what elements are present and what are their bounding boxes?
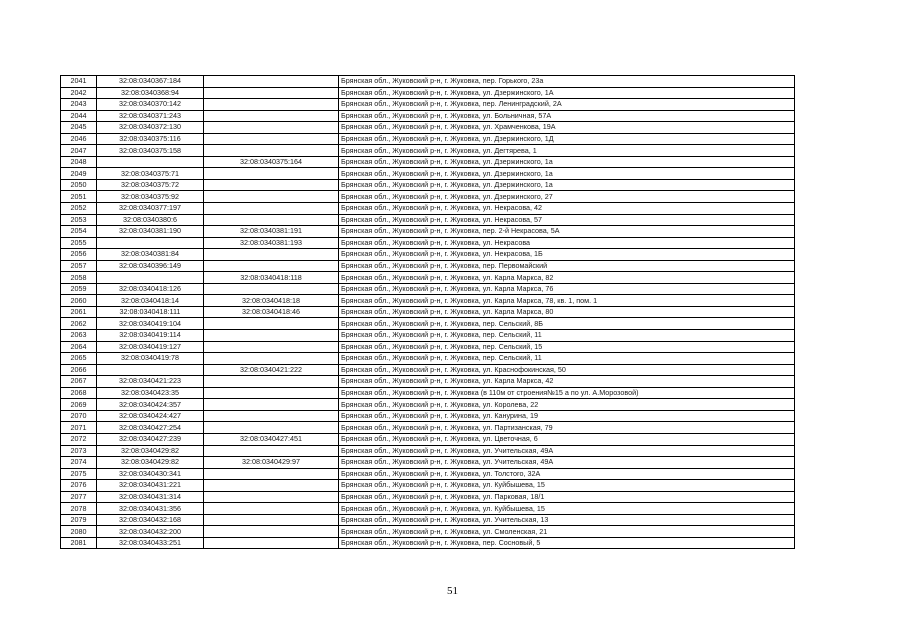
row-number-cell: 2042 [61, 87, 97, 99]
table-row [61, 433, 795, 445]
table-row [61, 191, 795, 203]
table-row [61, 318, 795, 330]
table-row [61, 237, 795, 249]
table-row [61, 410, 795, 422]
address-cell: Брянская обл., Жуковский р-н, г. Жуковка, ул. Некрасова, 57 [339, 214, 795, 226]
land-plot-cadastral-cell: 32:08:0340427:239 [97, 433, 204, 445]
address-cell: Брянская обл., Жуковский р-н, г. Жуковка, пер. Ленинградский, 2А [339, 99, 795, 111]
building-cadastral-cell: 32:08:0340418:118 [204, 272, 339, 284]
land-plot-cadastral-cell: 32:08:0340432:200 [97, 526, 204, 538]
address-cell: Брянская обл., Жуковский р-н, г. Жуковка, ул. Некрасова, 42 [339, 203, 795, 215]
address-cell: Брянская обл., Жуковский р-н, г. Жуковка, ул. Учительская, 49А [339, 445, 795, 457]
address-cell: Брянская обл., Жуковский р-н, г. Жуковка, ул. Смоленская, 21 [339, 526, 795, 538]
row-number-cell: 2060 [61, 295, 97, 307]
address-cell: Брянская обл., Жуковский р-н, г. Жуковка, ул. Парковая, 18/1 [339, 491, 795, 503]
building-cadastral-cell [204, 422, 339, 434]
address-cell: Брянская обл., Жуковский р-н, г. Жуковка, ул. Куйбышева, 15 [339, 480, 795, 492]
building-cadastral-cell [204, 99, 339, 111]
table-row [61, 480, 795, 492]
table-row [61, 87, 795, 99]
building-cadastral-cell [204, 526, 339, 538]
table-row [61, 226, 795, 238]
row-number-cell: 2064 [61, 341, 97, 353]
building-cadastral-cell: 32:08:0340421:222 [204, 364, 339, 376]
row-number-cell: 2056 [61, 249, 97, 261]
building-cadastral-cell [204, 480, 339, 492]
row-number-cell: 2054 [61, 226, 97, 238]
address-cell: Брянская обл., Жуковский р-н, г. Жуковка, ул. Некрасова [339, 237, 795, 249]
table-row [61, 537, 795, 549]
building-cadastral-cell [204, 249, 339, 261]
land-plot-cadastral-cell: 32:08:0340375:116 [97, 133, 204, 145]
building-cadastral-cell [204, 87, 339, 99]
address-cell: Брянская обл., Жуковский р-н, г. Жуковка, ул. Партизанская, 79 [339, 422, 795, 434]
land-plot-cadastral-cell: 32:08:0340429:82 [97, 457, 204, 469]
table-row [61, 133, 795, 145]
row-number-cell: 2072 [61, 433, 97, 445]
land-plot-cadastral-cell: 32:08:0340396:149 [97, 260, 204, 272]
table-row [61, 306, 795, 318]
row-number-cell: 2080 [61, 526, 97, 538]
building-cadastral-cell [204, 514, 339, 526]
land-plot-cadastral-cell: 32:08:0340381:84 [97, 249, 204, 261]
table-row [61, 468, 795, 480]
address-cell: Брянская обл., Жуковский р-н, г. Жуковка, пер. Сельский, 11 [339, 353, 795, 365]
land-plot-cadastral-cell: 32:08:0340368:94 [97, 87, 204, 99]
row-number-cell: 2069 [61, 399, 97, 411]
address-cell: Брянская обл., Жуковский р-н, г. Жуковка, ул. Толстого, 32А [339, 468, 795, 480]
land-plot-cadastral-cell: 32:08:0340427:254 [97, 422, 204, 434]
land-plot-cadastral-cell: 32:08:0340371:243 [97, 110, 204, 122]
land-plot-cadastral-cell [97, 272, 204, 284]
table-row [61, 283, 795, 295]
land-plot-cadastral-cell: 32:08:0340375:92 [97, 191, 204, 203]
address-cell: Брянская обл., Жуковский р-н, г. Жуковка, ул. Карла Маркса, 42 [339, 376, 795, 388]
land-plot-cadastral-cell: 32:08:0340432:168 [97, 514, 204, 526]
row-number-cell: 2052 [61, 203, 97, 215]
land-plot-cadastral-cell: 32:08:0340418:14 [97, 295, 204, 307]
building-cadastral-cell [204, 191, 339, 203]
address-cell: Брянская обл., Жуковский р-н, г. Жуковка, ул. Куйбышева, 15 [339, 503, 795, 515]
address-cell: Брянская обл., Жуковский р-н, г. Жуковка, пер. Первомайский [339, 260, 795, 272]
address-cell: Брянская обл., Жуковский р-н, г. Жуковка (в 110м от строения№15 а по ул. А.Морозовой) [339, 387, 795, 399]
row-number-cell: 2053 [61, 214, 97, 226]
table-row [61, 364, 795, 376]
address-cell: Брянская обл., Жуковский р-н, г. Жуковка, ул. Дзержинского, 1а [339, 179, 795, 191]
table-row [61, 122, 795, 134]
table-row [61, 330, 795, 342]
row-number-cell: 2062 [61, 318, 97, 330]
land-plot-cadastral-cell: 32:08:0340433:251 [97, 537, 204, 549]
row-number-cell: 2043 [61, 99, 97, 111]
building-cadastral-cell [204, 491, 339, 503]
building-cadastral-cell [204, 537, 339, 549]
table-row [61, 110, 795, 122]
land-plot-cadastral-cell: 32:08:0340375:71 [97, 168, 204, 180]
address-cell: Брянская обл., Жуковский р-н, г. Жуковка, ул. Канурина, 19 [339, 410, 795, 422]
row-number-cell: 2067 [61, 376, 97, 388]
table-row [61, 399, 795, 411]
table-row [61, 249, 795, 261]
address-cell: Брянская обл., Жуковский р-н, г. Жуковка, ул. Королева, 22 [339, 399, 795, 411]
building-cadastral-cell [204, 341, 339, 353]
table-row [61, 272, 795, 284]
address-cell: Брянская обл., Жуковский р-н, г. Жуковка, ул. Дзержинского, 1а [339, 156, 795, 168]
land-plot-cadastral-cell: 32:08:0340418:111 [97, 306, 204, 318]
address-cell: Брянская обл., Жуковский р-н, г. Жуковка, ул. Цветочная, 6 [339, 433, 795, 445]
building-cadastral-cell [204, 468, 339, 480]
row-number-cell: 2061 [61, 306, 97, 318]
table-row [61, 514, 795, 526]
row-number-cell: 2066 [61, 364, 97, 376]
address-cell: Брянская обл., Жуковский р-н, г. Жуковка, ул. Дзержинского, 1А [339, 87, 795, 99]
table-row [61, 179, 795, 191]
address-cell: Брянская обл., Жуковский р-н, г. Жуковка, ул. Больничная, 57А [339, 110, 795, 122]
table-row [61, 341, 795, 353]
land-plot-cadastral-cell: 32:08:0340375:158 [97, 145, 204, 157]
table-row [61, 260, 795, 272]
row-number-cell: 2057 [61, 260, 97, 272]
row-number-cell: 2051 [61, 191, 97, 203]
building-cadastral-cell [204, 445, 339, 457]
address-cell: Брянская обл., Жуковский р-н, г. Жуковка, ул. Некрасова, 1Б [339, 249, 795, 261]
row-number-cell: 2081 [61, 537, 97, 549]
building-cadastral-cell [204, 214, 339, 226]
address-cell: Брянская обл., Жуковский р-н, г. Жуковка, ул. Храмченкова, 19А [339, 122, 795, 134]
land-plot-cadastral-cell: 32:08:0340431:356 [97, 503, 204, 515]
table-row [61, 168, 795, 180]
land-plot-cadastral-cell [97, 156, 204, 168]
row-number-cell: 2075 [61, 468, 97, 480]
building-cadastral-cell [204, 168, 339, 180]
land-plot-cadastral-cell: 32:08:0340424:357 [97, 399, 204, 411]
building-cadastral-cell [204, 387, 339, 399]
building-cadastral-cell: 32:08:0340429:97 [204, 457, 339, 469]
land-plot-cadastral-cell: 32:08:0340424:427 [97, 410, 204, 422]
table-row [61, 353, 795, 365]
page-number: 51 [447, 585, 458, 597]
land-plot-cadastral-cell: 32:08:0340419:114 [97, 330, 204, 342]
building-cadastral-cell [204, 318, 339, 330]
address-cell: Брянская обл., Жуковский р-н, г. Жуковка, ул. Карла Маркса, 78, кв. 1, пом. 1 [339, 295, 795, 307]
address-cell: Брянская обл., Жуковский р-н, г. Жуковка, ул. Дзержинского, 27 [339, 191, 795, 203]
table-row [61, 214, 795, 226]
table-row [61, 422, 795, 434]
building-cadastral-cell [204, 110, 339, 122]
building-cadastral-cell: 32:08:0340375:164 [204, 156, 339, 168]
land-plot-cadastral-cell: 32:08:0340418:126 [97, 283, 204, 295]
address-cell: Брянская обл., Жуковский р-н, г. Жуковка, пер. 2-й Некрасова, 5А [339, 226, 795, 238]
land-plot-cadastral-cell: 32:08:0340375:72 [97, 179, 204, 191]
row-number-cell: 2049 [61, 168, 97, 180]
land-plot-cadastral-cell: 32:08:0340423:35 [97, 387, 204, 399]
row-number-cell: 2065 [61, 353, 97, 365]
row-number-cell: 2046 [61, 133, 97, 145]
land-plot-cadastral-cell: 32:08:0340431:221 [97, 480, 204, 492]
land-plot-cadastral-cell: 32:08:0340377:197 [97, 203, 204, 215]
building-cadastral-cell: 32:08:0340381:193 [204, 237, 339, 249]
building-cadastral-cell [204, 330, 339, 342]
building-cadastral-cell [204, 399, 339, 411]
table-row [61, 457, 795, 469]
building-cadastral-cell [204, 376, 339, 388]
row-number-cell: 2078 [61, 503, 97, 515]
building-cadastral-cell: 32:08:0340427:451 [204, 433, 339, 445]
address-cell: Брянская обл., Жуковский р-н, г. Жуковка, пер. Горького, 23а [339, 76, 795, 88]
land-plot-cadastral-cell: 32:08:0340419:78 [97, 353, 204, 365]
row-number-cell: 2041 [61, 76, 97, 88]
address-cell: Брянская обл., Жуковский р-н, г. Жуковка, пер. Сосновый, 5 [339, 537, 795, 549]
row-number-cell: 2071 [61, 422, 97, 434]
row-number-cell: 2047 [61, 145, 97, 157]
address-cell: Брянская обл., Жуковский р-н, г. Жуковка, пер. Сельский, 11 [339, 330, 795, 342]
row-number-cell: 2048 [61, 156, 97, 168]
land-plot-cadastral-cell: 32:08:0340429:82 [97, 445, 204, 457]
address-cell: Брянская обл., Жуковский р-н, г. Жуковка, ул. Карла Маркса, 82 [339, 272, 795, 284]
table-row [61, 376, 795, 388]
building-cadastral-cell [204, 122, 339, 134]
land-plot-cadastral-cell: 32:08:0340421:223 [97, 376, 204, 388]
table-row [61, 76, 795, 88]
table-row [61, 526, 795, 538]
address-cell: Брянская обл., Жуковский р-н, г. Жуковка, ул. Учительская, 13 [339, 514, 795, 526]
row-number-cell: 2070 [61, 410, 97, 422]
row-number-cell: 2050 [61, 179, 97, 191]
land-plot-cadastral-cell: 32:08:0340370:142 [97, 99, 204, 111]
address-cell: Брянская обл., Жуковский р-н, г. Жуковка, ул. Краснофокинская, 50 [339, 364, 795, 376]
address-cell: Брянская обл., Жуковский р-н, г. Жуковка, ул. Учительская, 49А [339, 457, 795, 469]
building-cadastral-cell [204, 283, 339, 295]
address-cell: Брянская обл., Жуковский р-н, г. Жуковка, ул. Дзержинского, 1Д [339, 133, 795, 145]
building-cadastral-cell [204, 133, 339, 145]
address-cell: Брянская обл., Жуковский р-н, г. Жуковка, пер. Сельский, 15 [339, 341, 795, 353]
land-plot-cadastral-cell: 32:08:0340430:341 [97, 468, 204, 480]
table-row [61, 145, 795, 157]
land-plot-cadastral-cell [97, 364, 204, 376]
building-cadastral-cell [204, 503, 339, 515]
table-row [61, 203, 795, 215]
row-number-cell: 2055 [61, 237, 97, 249]
land-plot-cadastral-cell: 32:08:0340431:314 [97, 491, 204, 503]
row-number-cell: 2059 [61, 283, 97, 295]
table-row [61, 445, 795, 457]
land-plot-cadastral-cell: 32:08:0340372:130 [97, 122, 204, 134]
row-number-cell: 2077 [61, 491, 97, 503]
address-cell: Брянская обл., Жуковский р-н, г. Жуковка, ул. Карла Маркса, 76 [339, 283, 795, 295]
address-cell: Брянская обл., Жуковский р-н, г. Жуковка, пер. Сельский, 8Б [339, 318, 795, 330]
building-cadastral-cell: 32:08:0340418:46 [204, 306, 339, 318]
table-row [61, 503, 795, 515]
row-number-cell: 2045 [61, 122, 97, 134]
building-cadastral-cell [204, 179, 339, 191]
building-cadastral-cell: 32:08:0340381:191 [204, 226, 339, 238]
land-plot-cadastral-cell: 32:08:0340380:6 [97, 214, 204, 226]
land-plot-cadastral-cell: 32:08:0340367:184 [97, 76, 204, 88]
building-cadastral-cell [204, 410, 339, 422]
land-plot-cadastral-cell: 32:08:0340381:190 [97, 226, 204, 238]
table-row [61, 491, 795, 503]
row-number-cell: 2068 [61, 387, 97, 399]
row-number-cell: 2044 [61, 110, 97, 122]
table-row [61, 295, 795, 307]
land-plot-cadastral-cell [97, 237, 204, 249]
row-number-cell: 2079 [61, 514, 97, 526]
row-number-cell: 2076 [61, 480, 97, 492]
address-cell: Брянская обл., Жуковский р-н, г. Жуковка, ул. Карла Маркса, 80 [339, 306, 795, 318]
building-cadastral-cell [204, 145, 339, 157]
row-number-cell: 2058 [61, 272, 97, 284]
row-number-cell: 2074 [61, 457, 97, 469]
table-row [61, 99, 795, 111]
row-number-cell: 2073 [61, 445, 97, 457]
registry-table-body [61, 76, 795, 549]
registry-table [60, 75, 795, 549]
table-row [61, 387, 795, 399]
building-cadastral-cell [204, 76, 339, 88]
land-plot-cadastral-cell: 32:08:0340419:127 [97, 341, 204, 353]
address-cell: Брянская обл., Жуковский р-н, г. Жуковка, ул. Дегтярева, 1 [339, 145, 795, 157]
address-cell: Брянская обл., Жуковский р-н, г. Жуковка, ул. Дзержинского, 1а [339, 168, 795, 180]
table-row [61, 156, 795, 168]
row-number-cell: 2063 [61, 330, 97, 342]
building-cadastral-cell [204, 260, 339, 272]
building-cadastral-cell [204, 203, 339, 215]
building-cadastral-cell [204, 353, 339, 365]
land-plot-cadastral-cell: 32:08:0340419:104 [97, 318, 204, 330]
building-cadastral-cell: 32:08:0340418:18 [204, 295, 339, 307]
